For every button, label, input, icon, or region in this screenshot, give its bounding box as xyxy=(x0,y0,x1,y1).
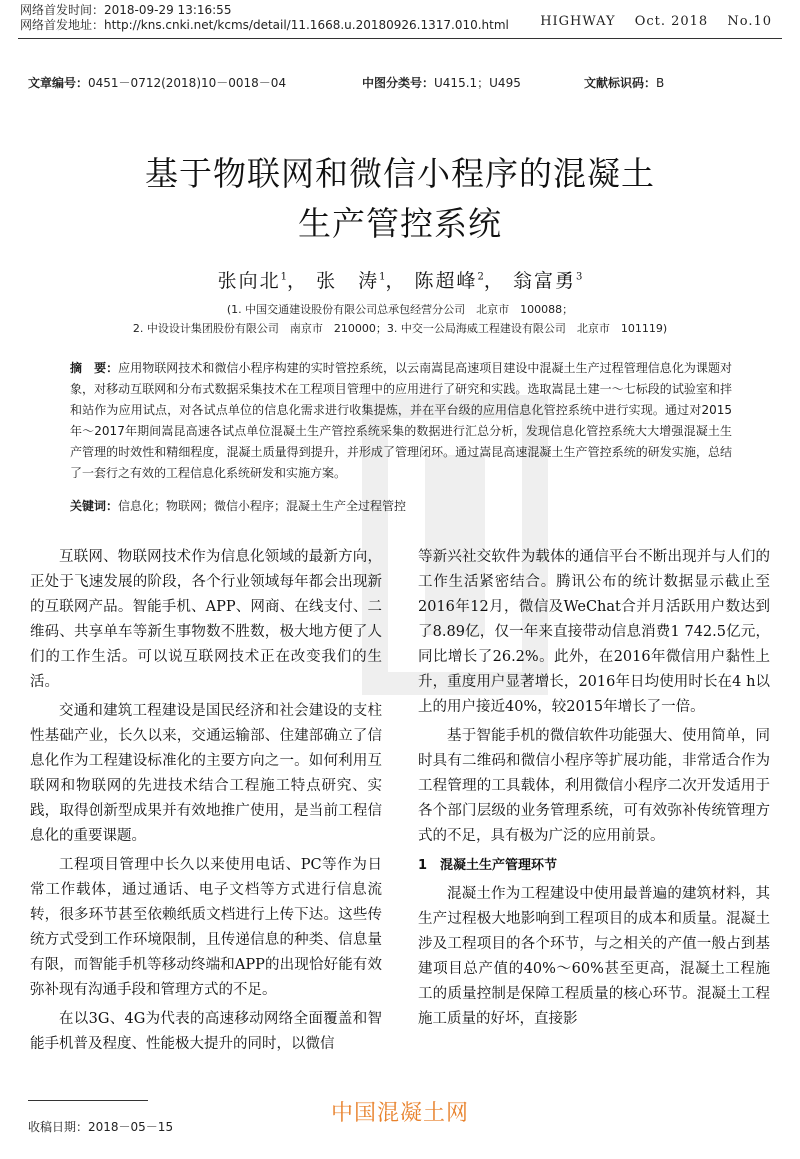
affiliation-line1: (1. 中国交通建设股份有限公司总承包经营分公司 北京市 100088； xyxy=(226,303,574,316)
journal-month: Oct. 2018 xyxy=(634,14,709,29)
site-watermark: 中国混凝土网 xyxy=(330,1101,469,1126)
clc-number: 中图分类号：U415.1；U495 xyxy=(362,76,521,90)
body-column-right xyxy=(418,545,770,1032)
paper-title-line1: 基于物联网和微信小程序的混凝土 xyxy=(145,154,655,193)
body-column-left xyxy=(30,545,382,1057)
body-paragraph: 工程项目管理中长久以来使用电话、PC等作为日常工作载体，通过通话、电子文档等方式进行信息流转，很多环节甚至依赖纸质文档进行上传下达。这些传统方式受到工作环境限制，且传递信息的种类、信息量有限，而智能手机等移动终端和APP的出现恰好能有效弥补现有沟通手段和管理方式的不足。 xyxy=(30,857,382,998)
body-paragraph: 混凝土作为工程建设中使用最普遍的建筑材料，其生产过程极大地影响到工程项目的成本和质量。混凝土涉及工程项目的各个环节，与之相关的产值一般占到基建项目总产值的40%～60%甚至更高，混凝土工程施工的质量控制是保障工程质量的核心环节。混凝土工程施工质量的好坏，直接影 xyxy=(418,886,770,1027)
author: 陈超峰$^2$ xyxy=(414,270,484,292)
document-code: 文献标识码：B xyxy=(584,76,665,90)
affiliation-line2: 2. 中设设计集团股份有限公司 南京市 210000；3. 中交一公局海威工程建设有限公司 北京市 101119) xyxy=(132,322,668,335)
author: 张 涛$^1$ xyxy=(316,270,386,292)
paper-title-line2: 生产管控系统 xyxy=(298,204,502,243)
body-paragraph: 互联网、物联网技术作为信息化领域的最新方向，正处于飞速发展的阶段，各个行业领域每年都会出现新的互联网产品。智能手机、APP、网商、在线支付、二维码、共享单车等新生事物数不胜数，极大地方便了人们的工作生活。可以说互联网技术正在改变我们的生活。 xyxy=(30,549,382,690)
keywords-label: 关键词： xyxy=(70,499,119,513)
abstract-text: 应用物联网技术和微信小程序构建的实时管控系统，以云南嵩昆高速项目建设中混凝土生产过程管理信息化为课题对象，对移动互联网和分布式数据采集技术在工程项目管理中的应用进行了研究和实践。选取嵩昆土建一～七标段的试验室和拌和站作为应用试点，对各试点单位的信息化需求进行收集提炼，并在平台级的应用信息化管控系统中进行实现。通过对2015年～2017年期间嵩昆高速各试点单位混凝土生产管控系统采集的数据进行汇总分析，发现信息化管控系统大大增强混凝土生产管理的时效性和精细程度，混凝土质量得到提升，并形成了管理闭环。通过嵩昆高速混凝土生产管控系统的研发实施，总结了一套行之有效的工程信息化系统研发和实施方案。 xyxy=(70,361,732,480)
author-list: 张向北$^1$， 张 涛$^1$， 陈超峰$^2$， 翁富勇$^3$ xyxy=(217,270,583,292)
keywords xyxy=(70,497,732,514)
keywords-text: 信息化；物联网；微信小程序；混凝土生产全过程管控 xyxy=(118,499,407,513)
section-heading: 1 混凝土生产管理环节 xyxy=(418,858,558,873)
body-paragraph: 基于智能手机的微信软件功能强大、使用简单，同时具有二维码和微信小程序等扩展功能，非常适合作为工程管理的工具载体，利用微信小程序二次开发适用于各个部门层级的业务管理系统，可有效弥补传统管理方式的不足，具有极为广泛的应用前景。 xyxy=(418,728,770,844)
publish-time: 网络首发时间：2018-09-29 13:16:55 xyxy=(20,3,232,17)
body-paragraph: 交通和建筑工程建设是国民经济和社会建设的支柱性基础产业，长久以来，交通运输部、住建部确立了信息化作为工程建设标准化的主要方向之一。如何利用互联网和物联网的先进技术结合工程施工特点研究、实践，取得创新型成果并有效地推广使用，是当前工程信息化的重要课题。 xyxy=(30,703,382,844)
article-number: 文章编号：0451－0712(2018)10－0018－04 xyxy=(28,76,287,90)
author: 翁富勇$^3$ xyxy=(512,270,583,292)
body-paragraph: 等新兴社交软件为载体的通信平台不断出现并与人们的工作生活紧密结合。腾讯公布的统计数据显示截止至2016年12月，微信及WeChat合并月活跃用户数达到了8.89亿，仅一年来直接带动信息消费1 742.5亿元，同比增长了26.2%。此外，在2016年微信用户黏性上升，重度用户显著增长，2016年日均使用时长在4 h以上的用户接近40%，较2015年增长了一倍。 xyxy=(418,549,770,715)
author: 张向北$^1$ xyxy=(217,270,288,292)
journal-name: HIGHWAY xyxy=(540,14,616,29)
header-rule xyxy=(18,38,782,39)
body-paragraph: 在以3G、4G为代表的高速移动网络全面覆盖和智能手机普及程度、性能极大提升的同时，以微信 xyxy=(30,1011,382,1052)
publish-url[interactable]: 网络首发地址：http://kns.cnki.net/kcms/detail/11.1668.u.20180926.1317.010.html xyxy=(20,18,509,32)
journal-header xyxy=(526,14,772,29)
journal-issue: No.10 xyxy=(727,14,772,29)
abstract-label: 摘 要： xyxy=(70,361,119,375)
abstract xyxy=(70,358,732,484)
received-date: 收稿日期：2018－05－15 xyxy=(28,1120,174,1134)
